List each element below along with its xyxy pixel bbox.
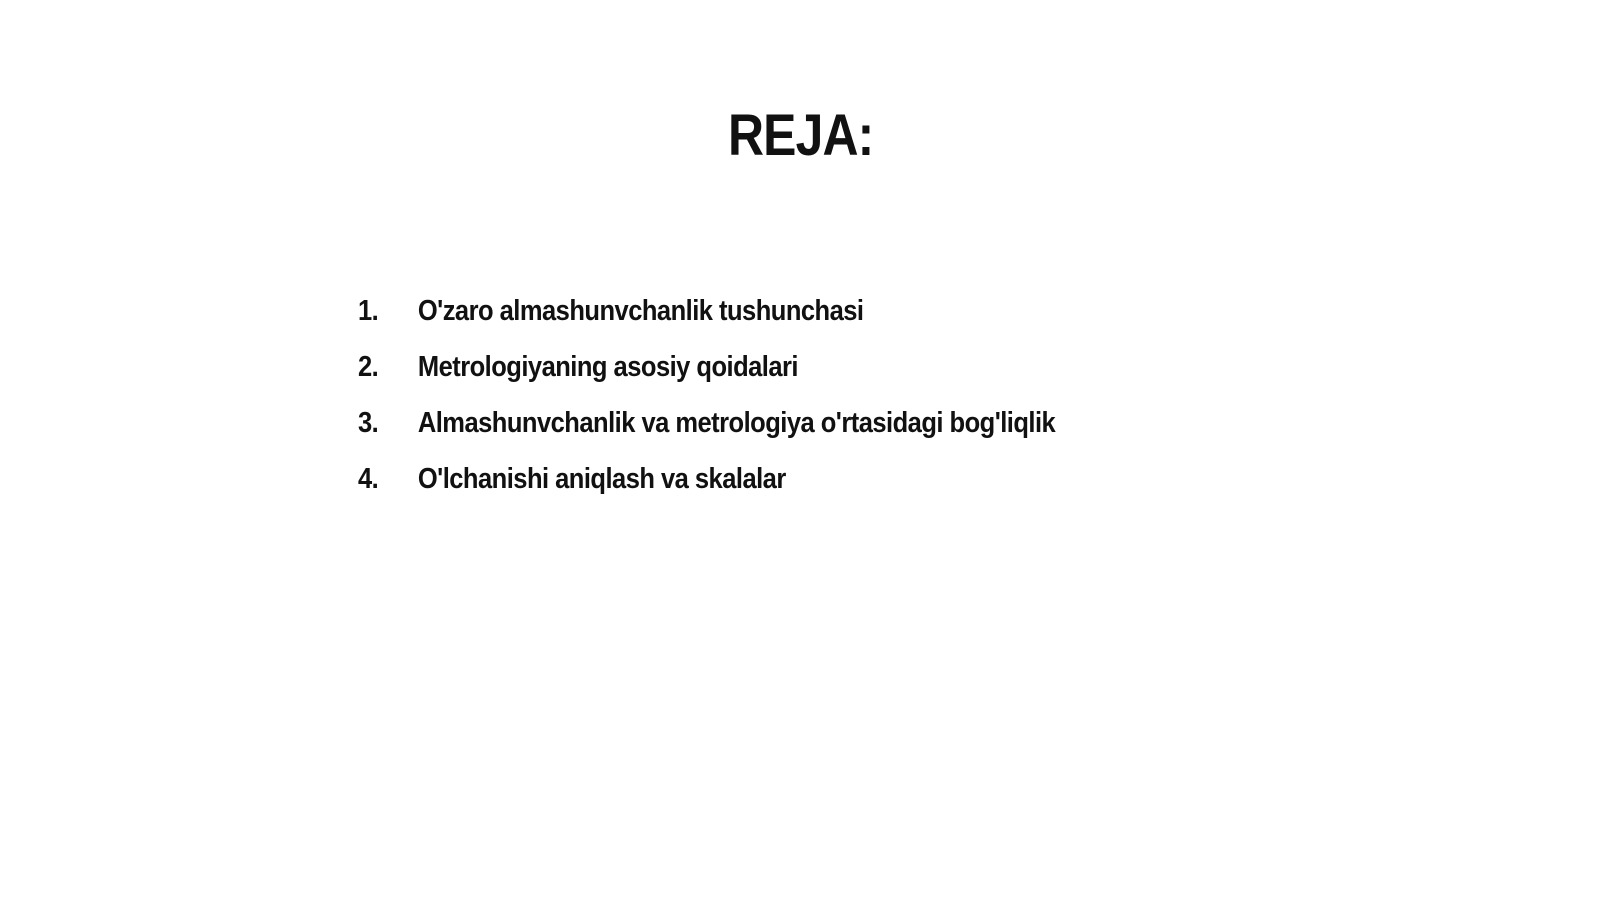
plan-list <box>358 283 1150 507</box>
plan-item-text: Almashunvchanlik va metrologiya o'rtasidagi bog'liqlik <box>417 407 1056 439</box>
plan-item-text: Metrologiyaning asosiy qoidalari <box>417 351 798 383</box>
plan-item <box>358 451 1055 507</box>
plan-item-text: O'lchanishi aniqlash va skalalar <box>417 463 786 495</box>
plan-item-number: 1. <box>358 295 379 327</box>
plan-item-number: 2. <box>358 351 379 383</box>
plan-item-number: 3. <box>358 407 379 439</box>
plan-item-text: O'zaro almashunvchanlik tushunchasi <box>417 295 864 327</box>
plan-item <box>358 339 1055 395</box>
slide-title: REJA: <box>728 103 874 168</box>
plan-item-number: 4. <box>358 463 379 495</box>
plan-item <box>358 283 1055 339</box>
plan-item <box>358 395 1055 451</box>
